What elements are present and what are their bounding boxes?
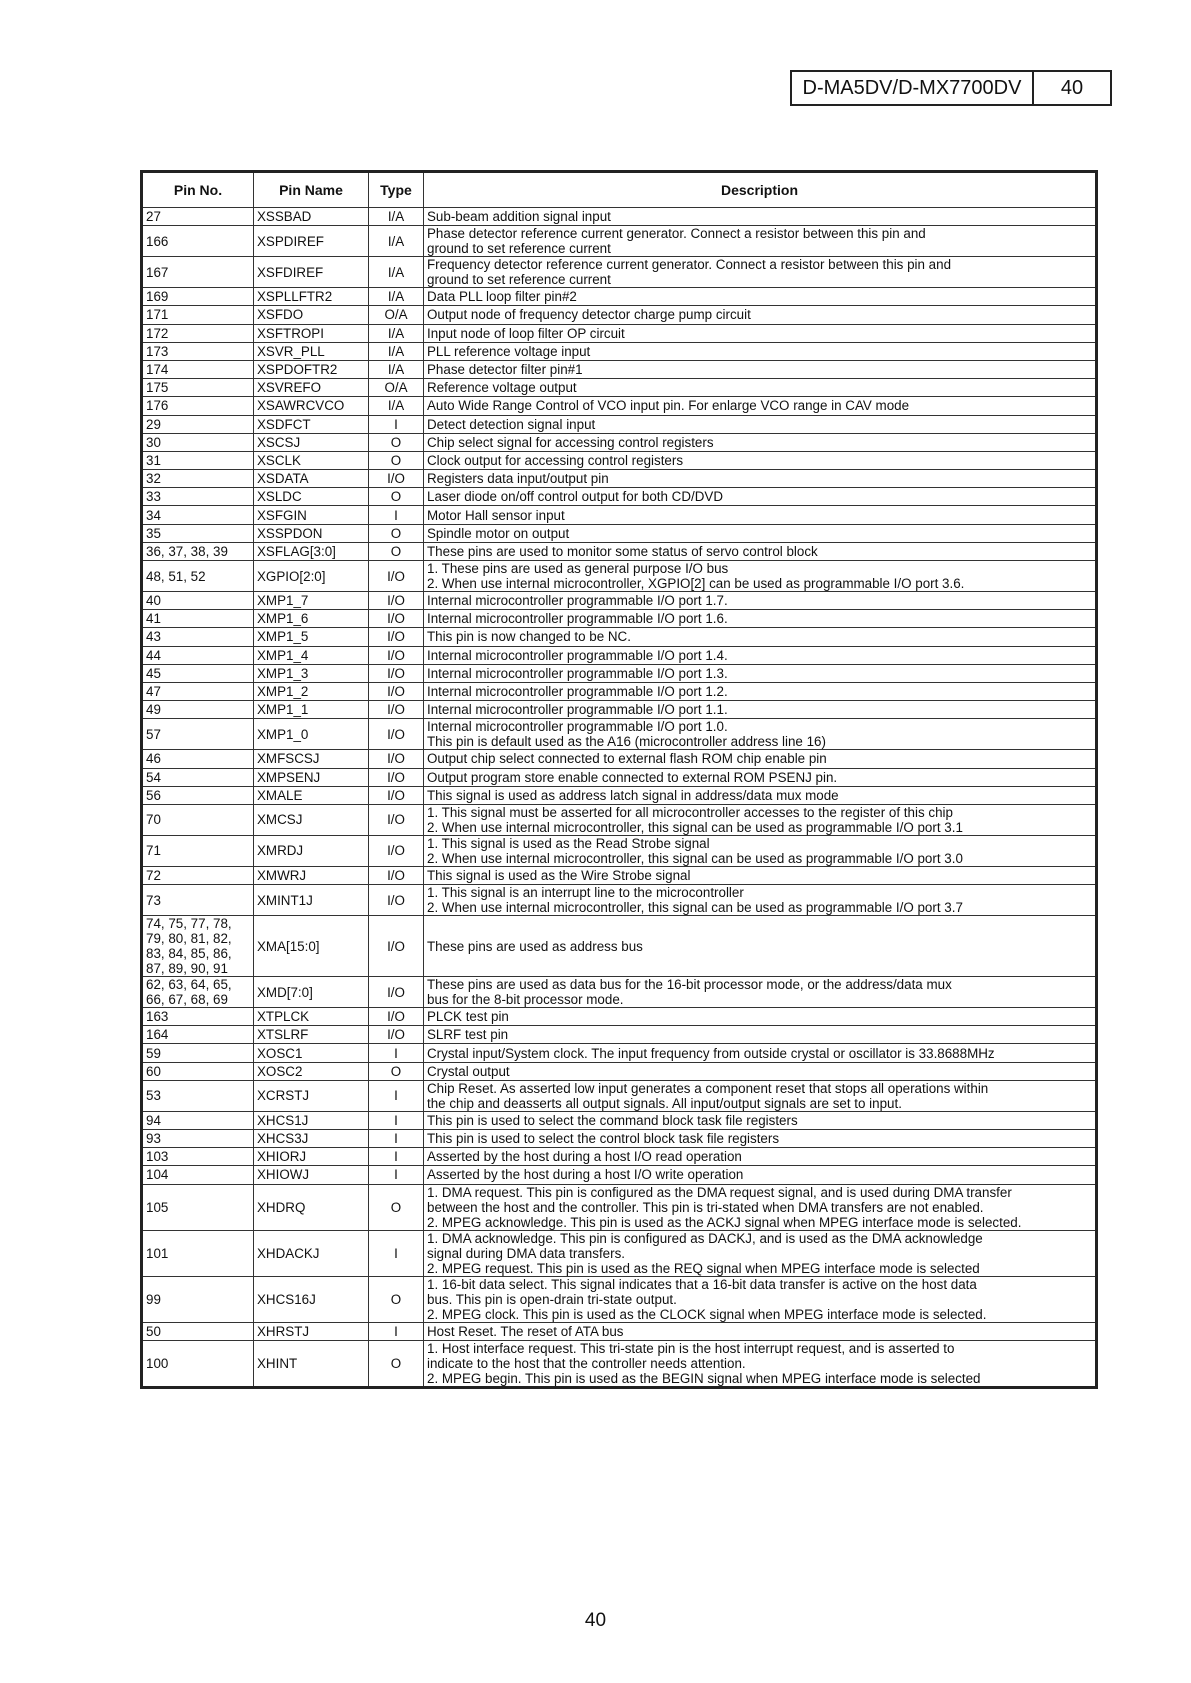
header-pin-no: Pin No. (142, 172, 254, 208)
description-cell: Laser diode on/off control output for both CD/DVD (424, 488, 1097, 506)
pin-table-body (142, 208, 1097, 1388)
table-row (142, 916, 1097, 977)
type-cell: I/O (369, 750, 424, 768)
description-cell: Internal microcontroller programmable I/O port 1.7. (424, 592, 1097, 610)
pin-no-cell: 32 (142, 470, 254, 488)
description-cell: This pin is now changed to be NC. (424, 628, 1097, 646)
type-cell: I/O (369, 786, 424, 804)
type-cell: I (369, 1080, 424, 1111)
table-row (142, 646, 1097, 664)
description-cell: Detect detection signal input (424, 415, 1097, 433)
description-cell: Output chip select connected to external flash ROM chip enable pin (424, 750, 1097, 768)
table-row (142, 288, 1097, 306)
description-cell: SLRF test pin (424, 1026, 1097, 1044)
description-cell: Frequency detector reference current generator. Connect a resistor between this pin and ground to set reference current (424, 257, 1097, 288)
pin-name-cell: XOSC2 (254, 1062, 369, 1080)
type-cell: O/A (369, 379, 424, 397)
table-row (142, 1062, 1097, 1080)
pin-no-cell: 60 (142, 1062, 254, 1080)
pin-name-cell: XSFDO (254, 306, 369, 324)
type-cell: I/A (369, 342, 424, 360)
table-row (142, 719, 1097, 750)
model-name: D-MA5DV/D-MX7700DV (792, 72, 1034, 104)
table-row (142, 342, 1097, 360)
table-row (142, 226, 1097, 257)
type-cell: O (369, 1276, 424, 1322)
pin-no-cell: 164 (142, 1026, 254, 1044)
table-row (142, 786, 1097, 804)
pin-no-cell: 49 (142, 701, 254, 719)
type-cell: I/O (369, 628, 424, 646)
table-row (142, 1130, 1097, 1148)
type-cell: I/O (369, 664, 424, 682)
table-row (142, 835, 1097, 866)
table-row (142, 379, 1097, 397)
pin-no-cell: 173 (142, 342, 254, 360)
pin-name-cell: XSPDOFTR2 (254, 360, 369, 378)
type-cell: I (369, 1322, 424, 1340)
type-cell: I/O (369, 646, 424, 664)
pin-name-cell: XMP1_6 (254, 610, 369, 628)
pin-no-cell: 57 (142, 719, 254, 750)
pin-no-cell: 59 (142, 1044, 254, 1062)
description-cell: Clock output for accessing control registers (424, 451, 1097, 469)
description-cell: Sub-beam addition signal input (424, 208, 1097, 226)
pin-no-cell: 71 (142, 835, 254, 866)
type-cell: O (369, 1184, 424, 1230)
pin-no-cell: 36, 37, 38, 39 (142, 542, 254, 560)
description-cell: Output program store enable connected to external ROM PSENJ pin. (424, 768, 1097, 786)
table-row (142, 360, 1097, 378)
table-row (142, 592, 1097, 610)
type-cell: I (369, 1130, 424, 1148)
type-cell: O (369, 524, 424, 542)
pin-name-cell: XCRSTJ (254, 1080, 369, 1111)
table-row (142, 1340, 1097, 1387)
type-cell: I/O (369, 835, 424, 866)
type-cell: O (369, 451, 424, 469)
description-cell: Asserted by the host during a host I/O write operation (424, 1166, 1097, 1184)
type-cell: O (369, 1340, 424, 1387)
table-row (142, 701, 1097, 719)
description-cell: 1. This signal is used as the Read Strobe signal 2. When use internal microcontroller, this signal can be used as programmable I/O port 3.0 (424, 835, 1097, 866)
type-cell: I/A (369, 324, 424, 342)
pin-name-cell: XSDATA (254, 470, 369, 488)
pin-name-cell: XHDACKJ (254, 1230, 369, 1276)
table-row (142, 470, 1097, 488)
pin-no-cell: 73 (142, 885, 254, 916)
description-cell: These pins are used to monitor some status of servo control block (424, 542, 1097, 560)
description-cell: Asserted by the host during a host I/O read operation (424, 1148, 1097, 1166)
header-pin-name: Pin Name (254, 172, 369, 208)
pin-no-cell: 104 (142, 1166, 254, 1184)
type-cell: I/O (369, 768, 424, 786)
type-cell: I/O (369, 561, 424, 592)
table-row (142, 542, 1097, 560)
pin-no-cell: 99 (142, 1276, 254, 1322)
pin-name-cell: XSDFCT (254, 415, 369, 433)
type-cell: O (369, 1062, 424, 1080)
pin-no-cell: 166 (142, 226, 254, 257)
pin-no-cell: 40 (142, 592, 254, 610)
description-cell: 1. Host interface request. This tri-state pin is the host interrupt request, and is asserted to indicate to the host that the controller needs attention. 2. MPEG begin. This pin is used as the BEGIN signal when MPEG interface mode is selected (424, 1340, 1097, 1387)
pin-name-cell: XMP1_1 (254, 701, 369, 719)
pin-no-cell: 167 (142, 257, 254, 288)
pin-no-cell: 174 (142, 360, 254, 378)
table-row (142, 866, 1097, 884)
pin-name-cell: XMFSCSJ (254, 750, 369, 768)
table-row (142, 768, 1097, 786)
table-row (142, 664, 1097, 682)
pin-no-cell: 34 (142, 506, 254, 524)
table-row (142, 488, 1097, 506)
table-row (142, 804, 1097, 835)
type-cell: I/O (369, 866, 424, 884)
pin-no-cell: 62, 63, 64, 65, 66, 67, 68, 69 (142, 977, 254, 1008)
type-cell: I (369, 1148, 424, 1166)
description-cell: 1. This signal is an interrupt line to the microcontroller 2. When use internal microcontroller, this signal can be used as programmable I/O port 3.7 (424, 885, 1097, 916)
description-cell: 1. 16-bit data select. This signal indicates that a 16-bit data transfer is active on the host data bus. This pin is open-drain tri-state output. 2. MPEG clock. This pin is used as the CLOCK signal when MPEG interface mode is selected. (424, 1276, 1097, 1322)
pin-name-cell: XMP1_2 (254, 682, 369, 700)
description-cell: PLL reference voltage input (424, 342, 1097, 360)
type-cell: O (369, 488, 424, 506)
pin-name-cell: XSSPDON (254, 524, 369, 542)
type-cell: I (369, 1044, 424, 1062)
type-cell: I/O (369, 682, 424, 700)
header-description: Description (424, 172, 1097, 208)
pin-name-cell: XMCSJ (254, 804, 369, 835)
type-cell: I/O (369, 916, 424, 977)
pin-name-cell: XSLDC (254, 488, 369, 506)
description-cell: This signal is used as address latch signal in address/data mux mode (424, 786, 1097, 804)
description-cell: Internal microcontroller programmable I/O port 1.3. (424, 664, 1097, 682)
description-cell: Phase detector filter pin#1 (424, 360, 1097, 378)
pin-name-cell: XSVREFO (254, 379, 369, 397)
type-cell: O/A (369, 306, 424, 324)
pin-no-cell: 176 (142, 397, 254, 415)
pin-no-cell: 29 (142, 415, 254, 433)
type-cell: I/A (369, 226, 424, 257)
type-cell: O (369, 542, 424, 560)
pin-table (140, 170, 1098, 1389)
pin-no-cell: 54 (142, 768, 254, 786)
table-row (142, 1230, 1097, 1276)
table-row (142, 628, 1097, 646)
table-row (142, 1184, 1097, 1230)
pin-no-cell: 45 (142, 664, 254, 682)
pin-no-cell: 175 (142, 379, 254, 397)
pin-name-cell: XMP1_5 (254, 628, 369, 646)
table-row (142, 1111, 1097, 1129)
description-cell: 1. These pins are used as general purpose I/O bus 2. When use internal microcontroller, XGPIO[2] can be used as programmable I/O port 3.6. (424, 561, 1097, 592)
pin-name-cell: XSVR_PLL (254, 342, 369, 360)
pin-no-cell: 53 (142, 1080, 254, 1111)
type-cell: I/A (369, 208, 424, 226)
description-cell: Crystal input/System clock. The input frequency from outside crystal or oscillator is 33.8688MHz (424, 1044, 1097, 1062)
type-cell: I/O (369, 610, 424, 628)
description-cell: Chip Reset. As asserted low input generates a component reset that stops all operations within the chip and deasserts all output signals. All input/output signals are set to input. (424, 1080, 1097, 1111)
pin-name-cell: XMPSENJ (254, 768, 369, 786)
type-cell: I/A (369, 360, 424, 378)
table-row (142, 977, 1097, 1008)
pin-name-cell: XHCS3J (254, 1130, 369, 1148)
table-row (142, 257, 1097, 288)
pin-no-cell: 33 (142, 488, 254, 506)
pin-no-cell: 72 (142, 866, 254, 884)
type-cell: I/A (369, 288, 424, 306)
table-row (142, 1026, 1097, 1044)
pin-no-cell: 163 (142, 1008, 254, 1026)
type-cell: I/O (369, 1008, 424, 1026)
pin-name-cell: XSFLAG[3:0] (254, 542, 369, 560)
pin-no-cell: 100 (142, 1340, 254, 1387)
pin-no-cell: 74, 75, 77, 78, 79, 80, 81, 82, 83, 84, 85, 86, 87, 89, 90, 91 (142, 916, 254, 977)
table-row (142, 1148, 1097, 1166)
pin-name-cell: XMA[15:0] (254, 916, 369, 977)
description-cell: Output node of frequency detector charge pump circuit (424, 306, 1097, 324)
pin-no-cell: 169 (142, 288, 254, 306)
description-cell: 1. DMA acknowledge. This pin is configured as DACKJ, and is used as the DMA acknowledge signal during DMA data transfers. 2. MPEG request. This pin is used as the REQ signal when MPEG interface mode is selected (424, 1230, 1097, 1276)
header-page-number: 40 (1060, 76, 1084, 99)
pin-no-cell: 44 (142, 646, 254, 664)
pin-name-cell: XSFTROPI (254, 324, 369, 342)
pin-name-cell: XSCSJ (254, 433, 369, 451)
pin-no-cell: 35 (142, 524, 254, 542)
table-row (142, 1008, 1097, 1026)
description-cell: Internal microcontroller programmable I/O port 1.6. (424, 610, 1097, 628)
pin-name-cell: XTPLCK (254, 1008, 369, 1026)
pin-name-cell: XMP1_3 (254, 664, 369, 682)
pin-name-cell: XGPIO[2:0] (254, 561, 369, 592)
description-cell: Reference voltage output (424, 379, 1097, 397)
pin-no-cell: 27 (142, 208, 254, 226)
pin-name-cell: XMALE (254, 786, 369, 804)
table-row (142, 524, 1097, 542)
pin-name-cell: XOSC1 (254, 1044, 369, 1062)
pin-no-cell: 172 (142, 324, 254, 342)
pin-name-cell: XSCLK (254, 451, 369, 469)
table-row (142, 433, 1097, 451)
pin-name-cell: XHIORJ (254, 1148, 369, 1166)
pin-name-cell: XTSLRF (254, 1026, 369, 1044)
table-row (142, 561, 1097, 592)
description-cell: Internal microcontroller programmable I/O port 1.0. This pin is default used as the A16 (microcontroller address line 16) (424, 719, 1097, 750)
description-cell: PLCK test pin (424, 1008, 1097, 1026)
pin-no-cell: 47 (142, 682, 254, 700)
type-cell: I/O (369, 885, 424, 916)
type-cell: I/A (369, 397, 424, 415)
description-cell: This signal is used as the Wire Strobe signal (424, 866, 1097, 884)
description-cell: These pins are used as address bus (424, 916, 1097, 977)
pin-no-cell: 56 (142, 786, 254, 804)
pin-no-cell: 103 (142, 1148, 254, 1166)
description-cell: This pin is used to select the command block task file registers (424, 1111, 1097, 1129)
pin-no-cell: 105 (142, 1184, 254, 1230)
pin-name-cell: XSFGIN (254, 506, 369, 524)
pin-name-cell: XHDRQ (254, 1184, 369, 1230)
pin-name-cell: XHINT (254, 1340, 369, 1387)
pin-name-cell: XSAWRCVCO (254, 397, 369, 415)
type-cell: I/O (369, 1026, 424, 1044)
description-cell: Auto Wide Range Control of VCO input pin. For enlarge VCO range in CAV mode (424, 397, 1097, 415)
type-cell: I/O (369, 701, 424, 719)
type-cell: I/O (369, 470, 424, 488)
description-cell: Crystal output (424, 1062, 1097, 1080)
table-row (142, 506, 1097, 524)
pin-name-cell: XMP1_4 (254, 646, 369, 664)
pin-name-cell: XHIOWJ (254, 1166, 369, 1184)
description-cell: Internal microcontroller programmable I/O port 1.4. (424, 646, 1097, 664)
pin-name-cell: XHRSTJ (254, 1322, 369, 1340)
table-row (142, 682, 1097, 700)
pin-no-cell: 48, 51, 52 (142, 561, 254, 592)
type-cell: I/O (369, 719, 424, 750)
pin-no-cell: 70 (142, 804, 254, 835)
type-cell: I/O (369, 804, 424, 835)
pin-name-cell: XMP1_0 (254, 719, 369, 750)
table-row (142, 451, 1097, 469)
pin-name-cell: XHCS16J (254, 1276, 369, 1322)
table-row (142, 750, 1097, 768)
table-row (142, 397, 1097, 415)
pin-no-cell: 171 (142, 306, 254, 324)
description-cell: Spindle motor on output (424, 524, 1097, 542)
description-cell: Data PLL loop filter pin#2 (424, 288, 1097, 306)
type-cell: I/O (369, 592, 424, 610)
table-row (142, 610, 1097, 628)
description-cell: This pin is used to select the control block task file registers (424, 1130, 1097, 1148)
table-row (142, 1322, 1097, 1340)
pin-name-cell: XMD[7:0] (254, 977, 369, 1008)
type-cell: I (369, 415, 424, 433)
description-cell: These pins are used as data bus for the 16-bit processor mode, or the address/data mux bus for the 8-bit processor mode. (424, 977, 1097, 1008)
description-cell: Registers data input/output pin (424, 470, 1097, 488)
table-row (142, 306, 1097, 324)
table-row (142, 324, 1097, 342)
pin-name-cell: XSPDIREF (254, 226, 369, 257)
pin-name-cell: XHCS1J (254, 1111, 369, 1129)
table-row (142, 208, 1097, 226)
pin-name-cell: XSPLLFTR2 (254, 288, 369, 306)
table-row (142, 1044, 1097, 1062)
type-cell: I (369, 506, 424, 524)
pin-no-cell: 46 (142, 750, 254, 768)
table-row (142, 1166, 1097, 1184)
pin-no-cell: 101 (142, 1230, 254, 1276)
pin-no-cell: 50 (142, 1322, 254, 1340)
description-cell: 1. This signal must be asserted for all microcontroller accesses to the register of this chip 2. When use internal microcontroller, this signal can be used as programmable I/O port 3.1 (424, 804, 1097, 835)
pin-name-cell: XMP1_7 (254, 592, 369, 610)
type-cell: I (369, 1166, 424, 1184)
description-cell: Phase detector reference current generator. Connect a resistor between this pin and ground to set reference current (424, 226, 1097, 257)
type-cell: O (369, 433, 424, 451)
description-cell: Internal microcontroller programmable I/O port 1.1. (424, 701, 1097, 719)
description-cell: Input node of loop filter OP circuit (424, 324, 1097, 342)
type-cell: I/O (369, 977, 424, 1008)
pin-no-cell: 93 (142, 1130, 254, 1148)
pin-no-cell: 31 (142, 451, 254, 469)
type-cell: I (369, 1230, 424, 1276)
description-cell: Chip select signal for accessing control registers (424, 433, 1097, 451)
footer-page-number: 40 (584, 1610, 607, 1631)
pin-no-cell: 41 (142, 610, 254, 628)
pin-name-cell: XMRDJ (254, 835, 369, 866)
pin-no-cell: 94 (142, 1111, 254, 1129)
pin-name-cell: XSFDIREF (254, 257, 369, 288)
table-row (142, 1276, 1097, 1322)
description-cell: Internal microcontroller programmable I/O port 1.2. (424, 682, 1097, 700)
table-row (142, 885, 1097, 916)
type-cell: I (369, 1111, 424, 1129)
table-row (142, 1080, 1097, 1111)
pin-name-cell: XSSBAD (254, 208, 369, 226)
pin-no-cell: 43 (142, 628, 254, 646)
header-type: Type (369, 172, 424, 208)
description-cell: Motor Hall sensor input (424, 506, 1097, 524)
type-cell: I/A (369, 257, 424, 288)
table-header-row (142, 172, 1097, 208)
description-cell: 1. DMA request. This pin is configured as the DMA request signal, and is used during DMA transfer between the host and the controller. This pin is tri-stated when DMA transfers are not enabled. 2. MPEG acknowledge. This pin is used as the ACKJ signal when MPEG interface mode is selected. (424, 1184, 1097, 1230)
header-box (790, 70, 1112, 106)
pin-name-cell: XMWRJ (254, 866, 369, 884)
table-row (142, 415, 1097, 433)
pin-no-cell: 30 (142, 433, 254, 451)
pin-name-cell: XMINT1J (254, 885, 369, 916)
description-cell: Host Reset. The reset of ATA bus (424, 1322, 1097, 1340)
